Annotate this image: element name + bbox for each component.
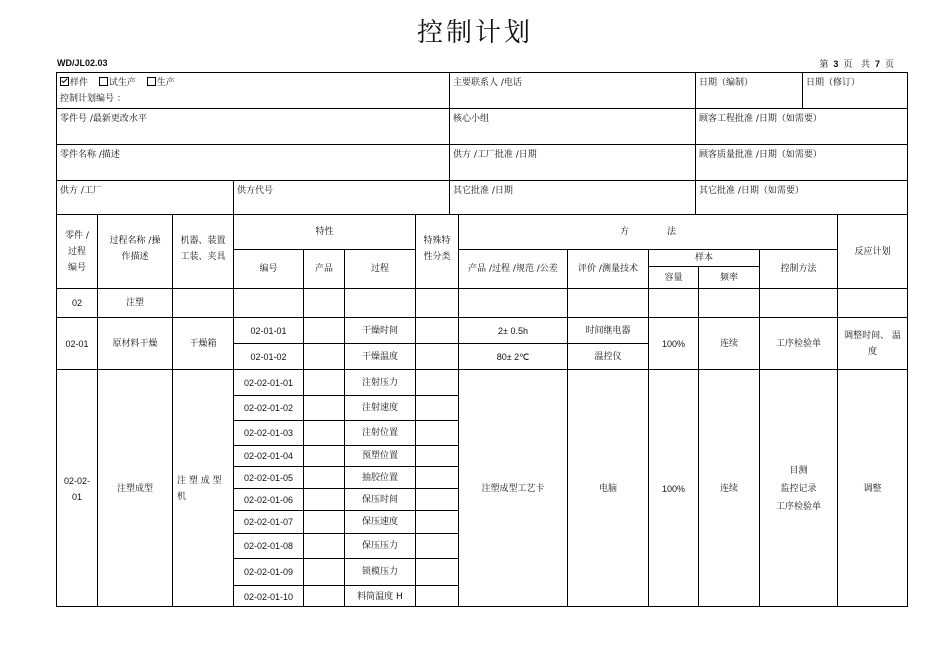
customer-engineering-approval-cell: 顾客工程批准 /日期（如需要） (696, 109, 907, 145)
other-approval-optional-cell: 其它批准 /日期（如需要） (696, 181, 907, 215)
contact-cell: 主要联系人 /电话 (450, 73, 696, 109)
supplier-plant-cell: 供方 /工厂 (57, 181, 234, 215)
plan-number-label: 控制计划编号 ： (60, 94, 126, 104)
row-020201-item-process: 保压时间 (345, 489, 416, 511)
empty-cell (416, 421, 459, 446)
col-part-process-no: 零件 / 过程 编号 (57, 215, 98, 289)
other-approval-cell: 其它批准 /日期 (450, 181, 696, 215)
col-characteristics: 特性 (234, 215, 416, 250)
col-sample: 样本 (649, 250, 760, 267)
row-0201-item-no: 02-01-02 (234, 344, 304, 370)
row-020201-spec: 注塑成型工艺卡 (459, 370, 568, 607)
col-methods: 方 法 (459, 215, 838, 250)
row-020201-control: 目测 监控记录 工序检验单 (760, 370, 838, 607)
empty-cell (649, 289, 699, 318)
date-compiled-cell: 日期（编制） (696, 73, 803, 109)
row-020201-item-no: 02-02-01-08 (234, 534, 304, 559)
row-020201-item-process: 预塑位置 (345, 446, 416, 467)
page-number: 3 (833, 59, 839, 69)
row-020201-item-process: 保压速度 (345, 511, 416, 534)
row-020201-item-process: 锁模压力 (345, 559, 416, 586)
row-020201-no: 02-02- 01 (57, 370, 98, 607)
col-reaction-plan: 反应计划 (838, 215, 907, 289)
empty-cell (304, 344, 345, 370)
plan-type-cell (57, 73, 450, 109)
col-char-product: 产品 (304, 250, 345, 289)
row-020201-item-no: 02-02-01-05 (234, 467, 304, 489)
row-0201-item-spec: 80± 2℃ (459, 344, 568, 370)
row-0201-machine: 干燥箱 (173, 318, 234, 370)
col-process-name: 过程名称 /操 作描述 (98, 215, 173, 289)
empty-cell (416, 511, 459, 534)
empty-cell (304, 318, 345, 344)
row-0201-frequency: 连续 (699, 318, 760, 370)
empty-cell (304, 534, 345, 559)
row-020201-item-no: 02-02-01-06 (234, 489, 304, 511)
empty-cell (416, 446, 459, 467)
empty-cell (416, 289, 459, 318)
empty-cell (173, 289, 234, 318)
empty-cell (304, 289, 345, 318)
empty-cell (304, 586, 345, 607)
row-020201-name: 注塑成型 (98, 370, 173, 607)
document-number: WD/JL02.03 (57, 58, 108, 68)
row-020201-item-process: 料筒温度 H (345, 586, 416, 607)
empty-cell (304, 489, 345, 511)
row-02-name: 注塑 (98, 289, 173, 318)
row-02-no: 02 (57, 289, 98, 318)
customer-quality-approval-cell: 顾客质量批准 /日期（如需要） (696, 145, 907, 181)
row-020201-item-process: 注射速度 (345, 396, 416, 421)
empty-cell (760, 289, 838, 318)
row-020201-measure: 电脑 (568, 370, 649, 607)
row-020201-machine: 注 塑 成 型 机 (173, 370, 234, 607)
empty-cell (416, 489, 459, 511)
row-020201-item-process: 抽胶位置 (345, 467, 416, 489)
row-020201-item-process: 注射位置 (345, 421, 416, 446)
row-020201-item-process: 注射压力 (345, 370, 416, 396)
empty-cell (345, 289, 416, 318)
row-020201-item-no: 02-02-01-10 (234, 586, 304, 607)
empty-cell (416, 467, 459, 489)
empty-cell (416, 586, 459, 607)
checkbox-icon[interactable] (99, 77, 108, 86)
empty-cell (838, 289, 907, 318)
option-production[interactable]: 生产 (147, 78, 175, 88)
date-revised-cell: 日期（修订） (803, 73, 907, 109)
empty-cell (304, 559, 345, 586)
empty-cell (699, 289, 760, 318)
col-frequency: 频率 (699, 267, 760, 289)
row-020201-item-no: 02-02-01-04 (234, 446, 304, 467)
empty-cell (304, 511, 345, 534)
row-020201-capacity: 100% (649, 370, 699, 607)
col-control-method: 控制方法 (760, 250, 838, 289)
empty-cell (234, 289, 304, 318)
empty-cell (304, 421, 345, 446)
supplier-code-cell: 供方代号 (234, 181, 450, 215)
row-0201-name: 原材料干燥 (98, 318, 173, 370)
empty-cell (416, 396, 459, 421)
row-020201-frequency: 连续 (699, 370, 760, 607)
part-number-cell: 零件号 /最新更改水平 (57, 109, 450, 145)
empty-cell (304, 467, 345, 489)
row-020201-item-no: 02-02-01-07 (234, 511, 304, 534)
row-020201-item-no: 02-02-01-02 (234, 396, 304, 421)
control-plan-table (56, 72, 908, 607)
row-0201-item-spec: 2± 0.5h (459, 318, 568, 344)
page-title: 控制计划 (416, 18, 533, 48)
col-special-class: 特殊特 性分类 (416, 215, 459, 289)
option-trial[interactable]: 试生产 (99, 78, 136, 88)
col-char-process: 过程 (345, 250, 416, 289)
checkbox-icon-checked[interactable] (60, 77, 69, 86)
col-char-no: 编号 (234, 250, 304, 289)
empty-cell (568, 289, 649, 318)
row-020201-item-no: 02-02-01-03 (234, 421, 304, 446)
empty-cell (416, 534, 459, 559)
row-020201-reaction: 调整 (863, 483, 882, 494)
core-team-cell: 核心小组 (450, 109, 696, 145)
row-0201-no: 02-01 (57, 318, 98, 370)
col-machine: 机器、装置 工装、夹具 (173, 215, 234, 289)
row-0201-item-process: 干燥时间 (345, 318, 416, 344)
empty-cell (416, 318, 459, 344)
empty-cell (304, 396, 345, 421)
option-sample[interactable]: 样件 (60, 78, 88, 88)
col-spec: 产品 /过程 /规范 /公差 (459, 250, 568, 289)
col-capacity: 容量 (649, 267, 699, 289)
row-0201-control: 工序检验单 (760, 318, 838, 370)
supplier-approval-cell: 供方 /工厂批准 /日期 (450, 145, 696, 181)
empty-cell (304, 370, 345, 396)
empty-cell (459, 289, 568, 318)
row-0201-item-no: 02-01-01 (234, 318, 304, 344)
empty-cell (416, 370, 459, 396)
empty-cell (416, 559, 459, 586)
page-total: 7 (874, 59, 880, 69)
col-measurement: 评价 /测量技术 (568, 250, 649, 289)
row-0201-item-measure: 温控仪 (568, 344, 649, 370)
empty-cell (416, 344, 459, 370)
row-020201-item-no: 02-02-01-01 (234, 370, 304, 396)
checkbox-icon[interactable] (147, 77, 156, 86)
page-indicator: 第 3 页 共 7 页 (819, 59, 894, 70)
empty-cell (304, 446, 345, 467)
part-name-cell: 零件名称 /描述 (57, 145, 450, 181)
row-0201-reaction: 调整时间、 温 度 (838, 318, 907, 370)
row-0201-item-process: 干燥温度 (345, 344, 416, 370)
row-0201-item-measure: 时间继电器 (568, 318, 649, 344)
row-020201-item-process: 保压压力 (345, 534, 416, 559)
row-0201-capacity: 100% (649, 318, 699, 370)
row-020201-item-no: 02-02-01-09 (234, 559, 304, 586)
